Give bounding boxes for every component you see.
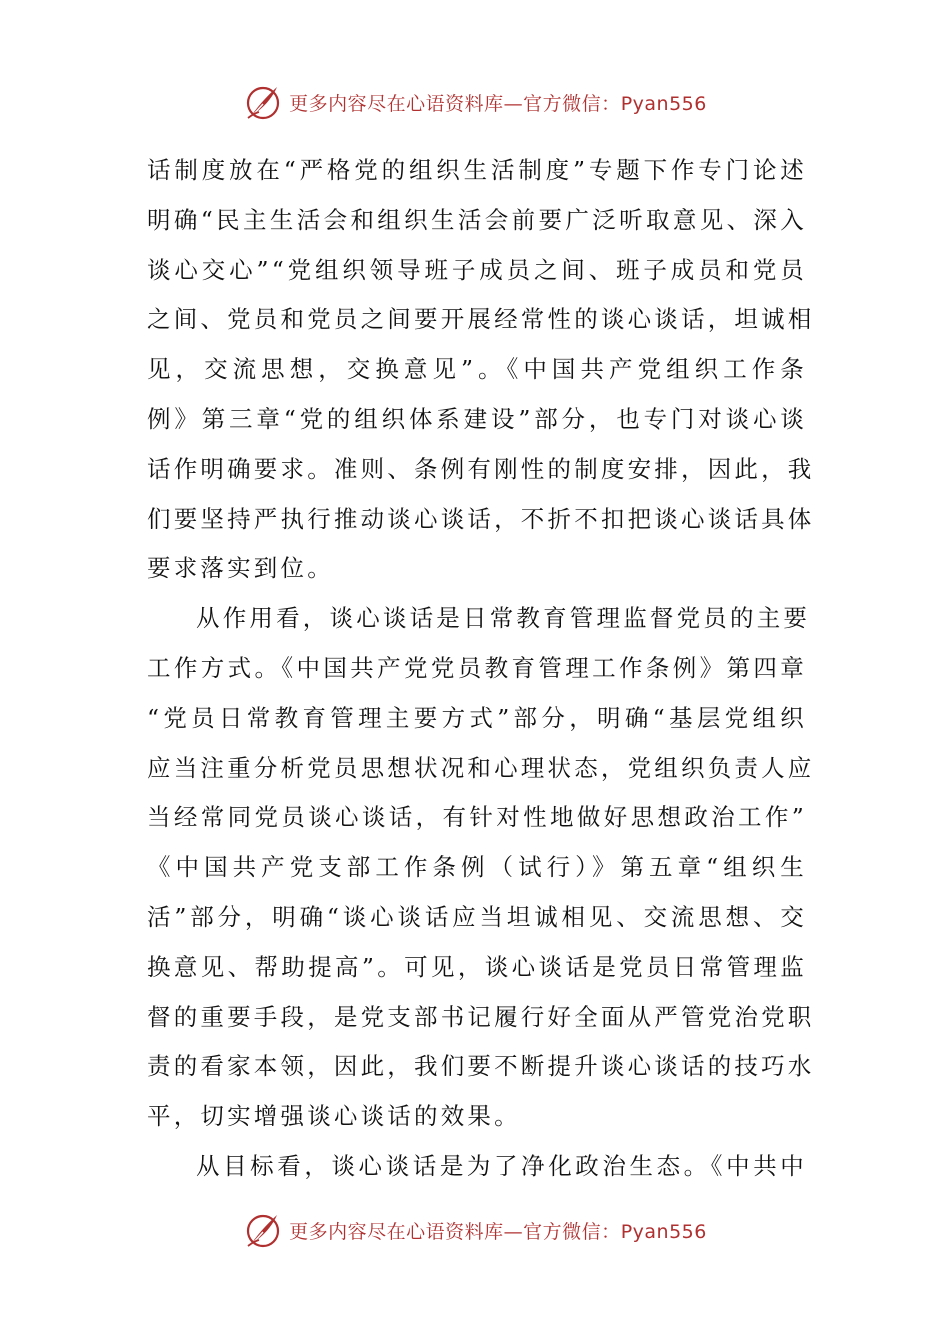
document-body xyxy=(147,146,815,1192)
body-line: 督的重要手段，是党支部书记履行好全面从严管党治党职 xyxy=(147,1002,815,1031)
header-wechat-handle: Pyan556 xyxy=(620,92,707,115)
body-line: 明确“民主生活会和组织生活会前要广泛听取意见、深入 xyxy=(147,205,807,234)
body-line: 平，切实增强谈心谈话的效果。 xyxy=(147,1102,521,1131)
body-line: 责的看家本领，因此，我们要不断提升谈心谈话的技巧水 xyxy=(147,1052,815,1081)
footer-separator: — xyxy=(503,1220,524,1243)
body-line: 例》第三章“党的组织体系建设”部分，也专门对谈心谈 xyxy=(147,404,807,433)
body-line: 话制度放在“严格党的组织生活制度”专题下作专门论述 xyxy=(147,156,807,184)
header-banner-text xyxy=(289,89,707,116)
footer-wechat-label: 官方微信： xyxy=(523,1220,621,1243)
body-line: 从目标看，谈心谈话是为了净化政治生态。《中共中 xyxy=(196,1151,807,1180)
body-line: 《中国共产党支部工作条例（试行）》第五章“组织生 xyxy=(147,853,807,882)
quill-logo-icon xyxy=(243,82,283,122)
body-line: 当经常同党员谈心谈话，有针对性地做好思想政治工作” xyxy=(147,803,807,832)
header-wechat-label: 官方微信： xyxy=(523,92,621,115)
body-line: 活”部分，明确“谈心谈话应当坦诚相见、交流思想、交 xyxy=(147,902,807,931)
footer-slogan: 更多内容尽在心语资料库 xyxy=(289,1220,504,1243)
body-line: “党员日常教育管理主要方式”部分，明确“基层党组织 xyxy=(147,703,807,732)
footer-banner-text xyxy=(289,1217,707,1244)
body-line: 们要坚持严执行推动谈心谈话，不折不扣把谈心谈话具体 xyxy=(147,504,815,533)
body-line: 换意见、帮助提高”。可见，谈心谈话是党员日常管理监 xyxy=(147,952,807,981)
body-line: 要求落实到位。 xyxy=(147,554,334,583)
header-slogan: 更多内容尽在心语资料库 xyxy=(289,92,504,115)
body-line: 从作用看，谈心谈话是日常教育管理监督党员的主要 xyxy=(196,604,811,633)
body-line: 应当注重分析党员思想状况和心理状态，党组织负责人应 xyxy=(147,753,815,782)
body-line: 谈心交心”“党组织领导班子成员之间、班子成员和党员 xyxy=(147,255,807,284)
quill-logo-icon xyxy=(243,1210,283,1250)
body-line: 工作方式。《中国共产党党员教育管理工作条例》第四章 xyxy=(147,653,807,682)
footer-banner xyxy=(0,1208,950,1252)
body-line: 话作明确要求。准则、条例有刚性的制度安排，因此，我 xyxy=(147,454,815,483)
body-line: 之间、党员和党员之间要开展经常性的谈心谈话，坦诚相 xyxy=(147,305,815,334)
header-banner xyxy=(0,80,950,124)
body-line: 见，交流思想，交换意见”。《中国共产党组织工作条 xyxy=(147,355,807,384)
footer-wechat-handle: Pyan556 xyxy=(620,1220,707,1243)
header-separator: — xyxy=(503,92,524,115)
